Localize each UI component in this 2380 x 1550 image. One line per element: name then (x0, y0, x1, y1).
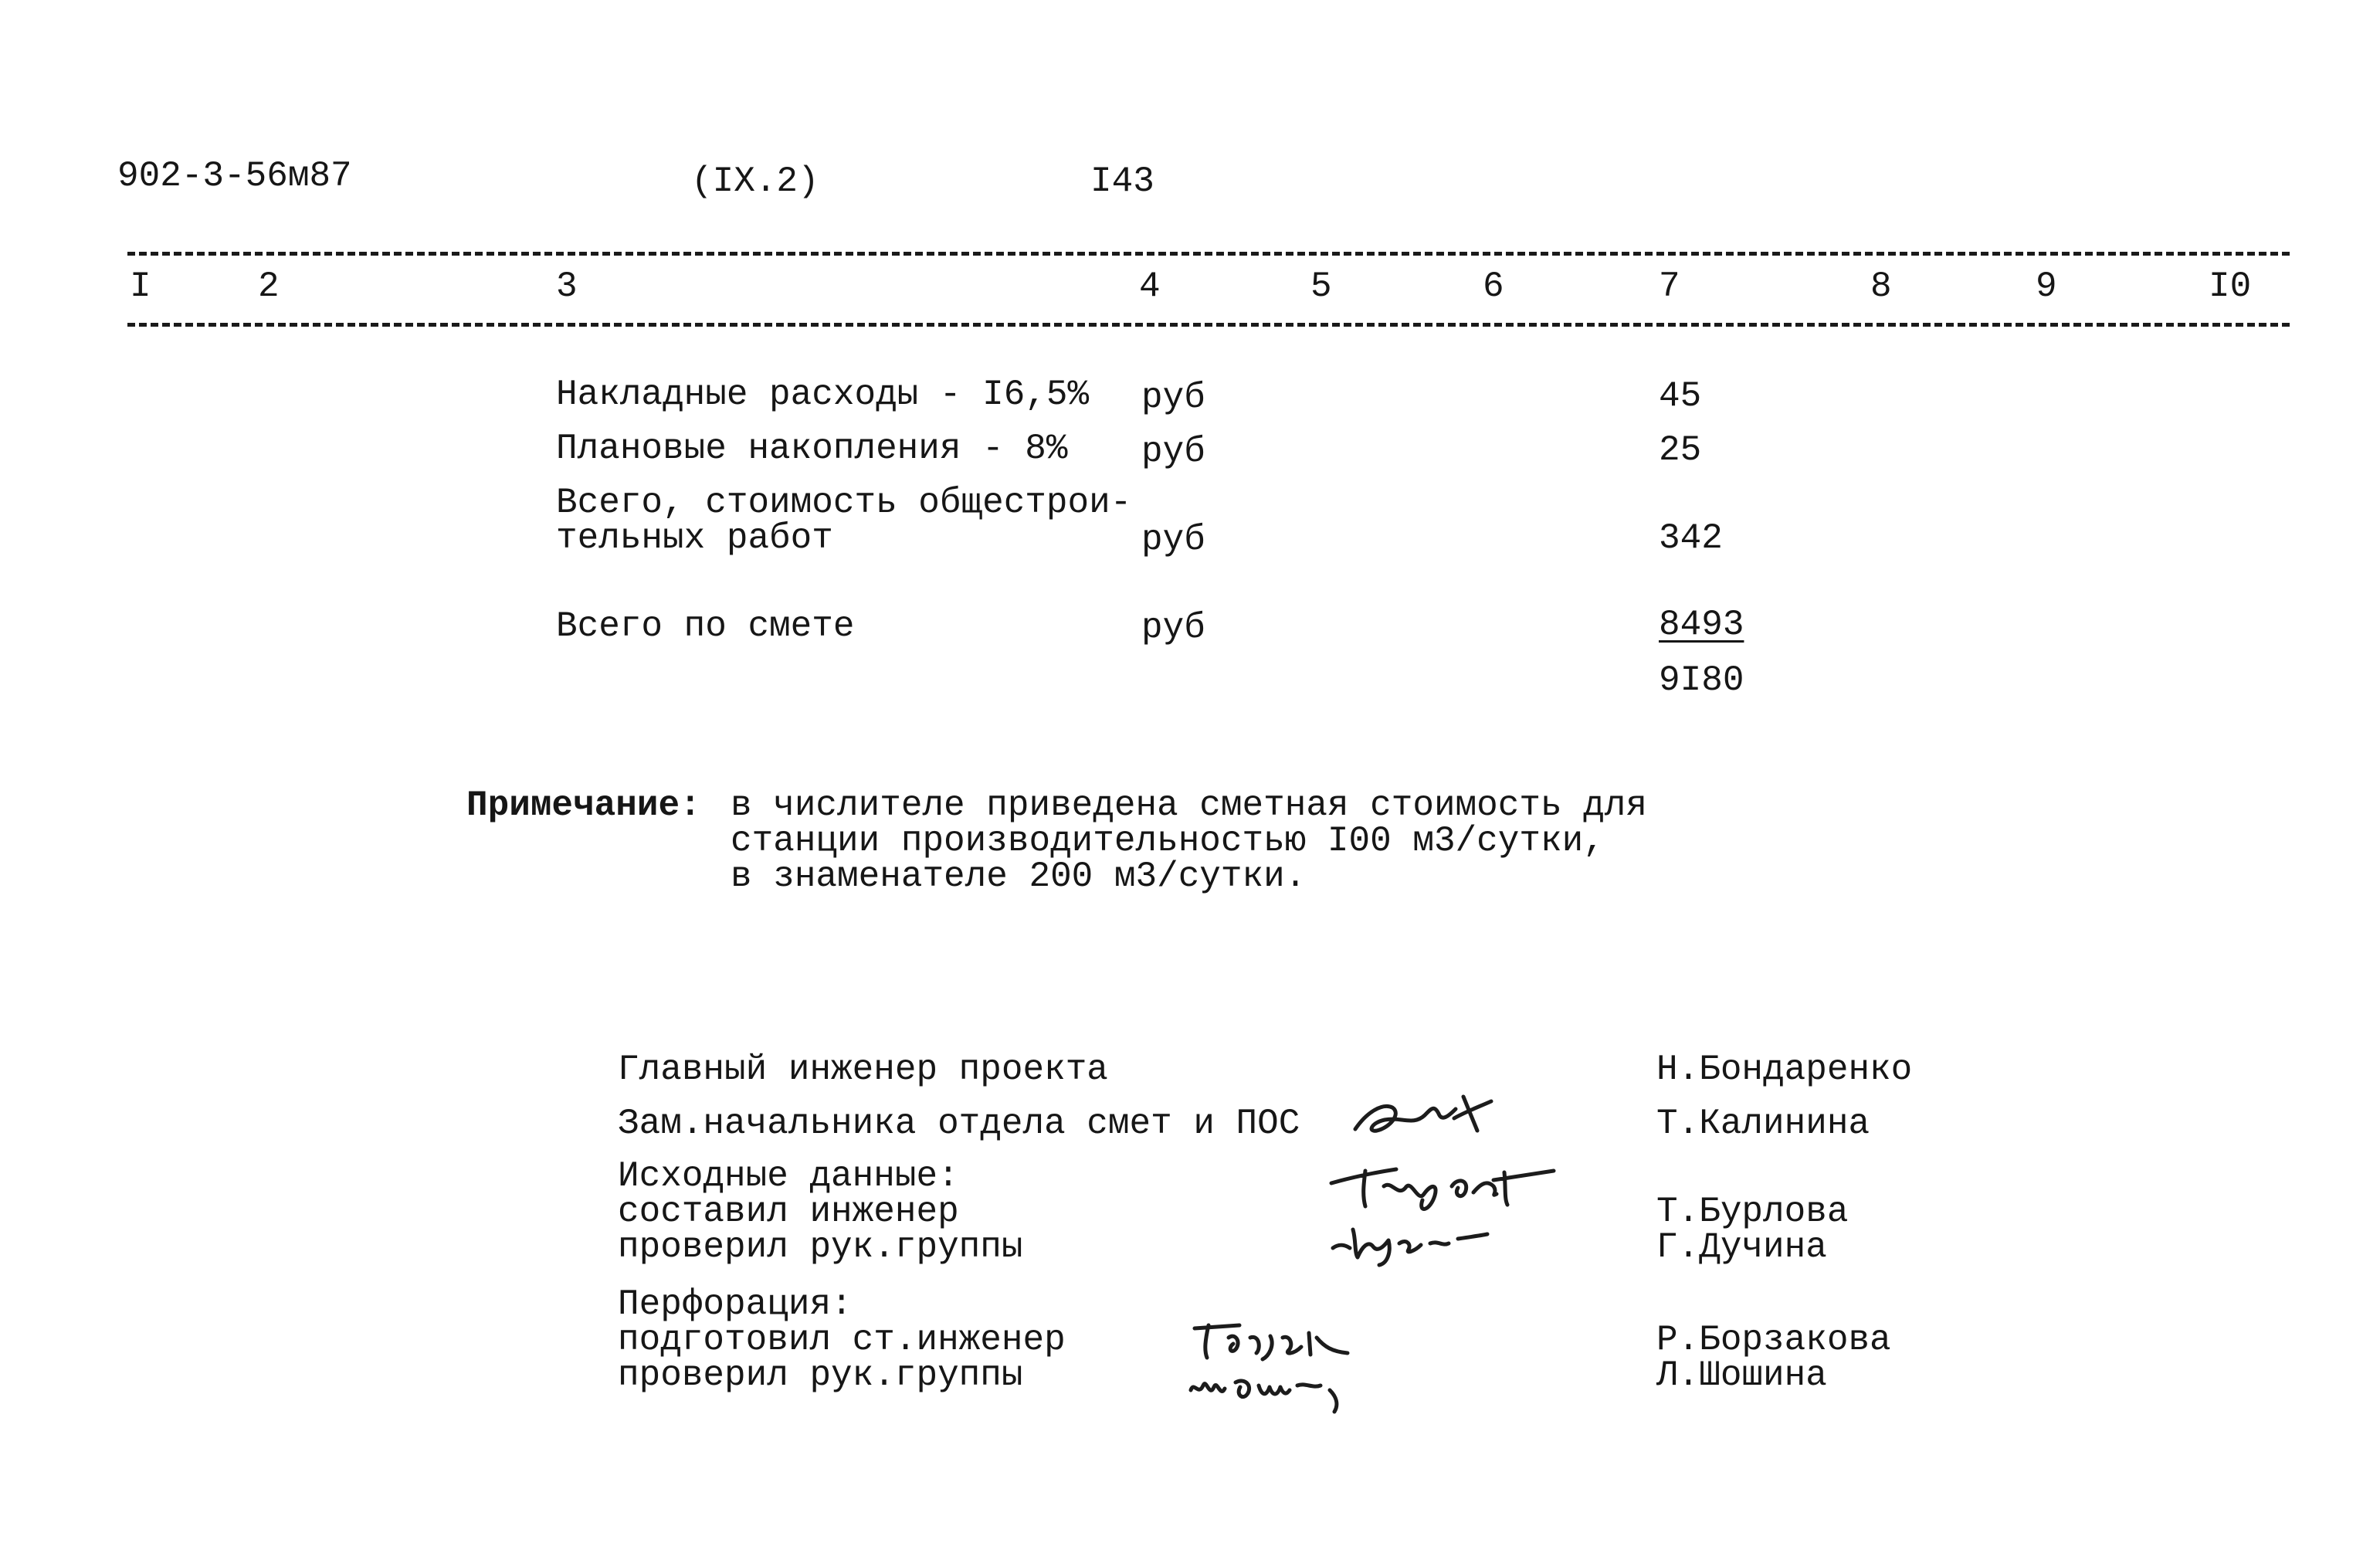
perforation-heading: Перфорация: (618, 1284, 853, 1324)
source-compiled-role: составил инженер (618, 1192, 959, 1232)
column-number-7: 7 (1659, 266, 1680, 307)
doc-code: 902-3-56м87 (117, 156, 352, 196)
row-overhead-value: 45 (1659, 376, 1702, 416)
source-checked-role: проверил рук.группы (618, 1227, 1023, 1267)
source-compiled-name: Т.Бурлова (1656, 1192, 1849, 1232)
column-number-3: 3 (556, 266, 578, 307)
chief-engineer-name: Н.Бондаренко (1656, 1050, 1913, 1090)
row-grand-total-name: Всего по смете (556, 606, 855, 646)
source-data-heading: Исходные данные: (618, 1156, 959, 1196)
row-total-construction-name-line1: Всего, стоимость общестрои- (556, 483, 1132, 523)
deputy-head-name: Т.Калинина (1656, 1104, 1870, 1144)
row-planned-unit: руб (1141, 432, 1205, 472)
perforation-checked-signature (1182, 1355, 1375, 1416)
row-planned-value: 25 (1659, 430, 1702, 470)
source-checked-name: Г.Дучина (1656, 1227, 1827, 1267)
perforation-checked-name: Л.Шошина (1656, 1355, 1827, 1396)
column-number-5: 5 (1310, 266, 1332, 307)
column-number-1: I (130, 266, 151, 307)
note-line-3: в знаменателе 200 м3/сутки. (731, 856, 1307, 897)
column-number-4: 4 (1139, 266, 1161, 307)
row-overhead-name: Накладные расходы - I6,5% (556, 375, 1090, 415)
perforation-checked-role: проверил рук.группы (618, 1355, 1023, 1396)
row-overhead-unit: руб (1141, 378, 1205, 418)
row-total-construction-name-line2: тельных работ (556, 518, 833, 558)
note-label: Примечание: (466, 785, 701, 826)
perforation-prepared-name: Р.Борзакова (1656, 1320, 1891, 1360)
column-number-8: 8 (1870, 266, 1892, 307)
column-number-2: 2 (258, 266, 280, 307)
source-compiled-signature (1322, 1149, 1569, 1219)
note-line-1: в числителе приведена сметная стоимость для (731, 785, 1647, 826)
row-grand-total-unit: руб (1141, 608, 1205, 648)
deputy-head-role: Зам.начальника отдела смет и ПОС (618, 1104, 1300, 1144)
row-total-construction-value: 342 (1659, 518, 1723, 558)
grand-total-denominator: 9I80 (1659, 660, 1744, 700)
page-number: I43 (1090, 161, 1154, 202)
column-number-6: 6 (1483, 266, 1504, 307)
perforation-prepared-role: подготовил ст.инженер (618, 1320, 1066, 1360)
row-total-construction-unit: руб (1141, 520, 1205, 560)
header-rule-bottom (127, 323, 2290, 327)
source-checked-signature (1322, 1209, 1500, 1271)
column-number-9: 9 (2036, 266, 2057, 307)
note-line-2: станции производительностью I00 м3/сутки, (731, 821, 1605, 861)
section-number: (IX.2) (691, 161, 819, 202)
row-planned-name: Плановые накопления - 8% (556, 429, 1068, 469)
deputy-signature (1348, 1081, 1502, 1151)
grand-total-numerator: 8493 (1659, 605, 1744, 645)
header-rule-top (127, 252, 2290, 256)
column-number-10: I0 (2209, 266, 2252, 307)
chief-engineer-role: Главный инженер проекта (618, 1050, 1108, 1090)
